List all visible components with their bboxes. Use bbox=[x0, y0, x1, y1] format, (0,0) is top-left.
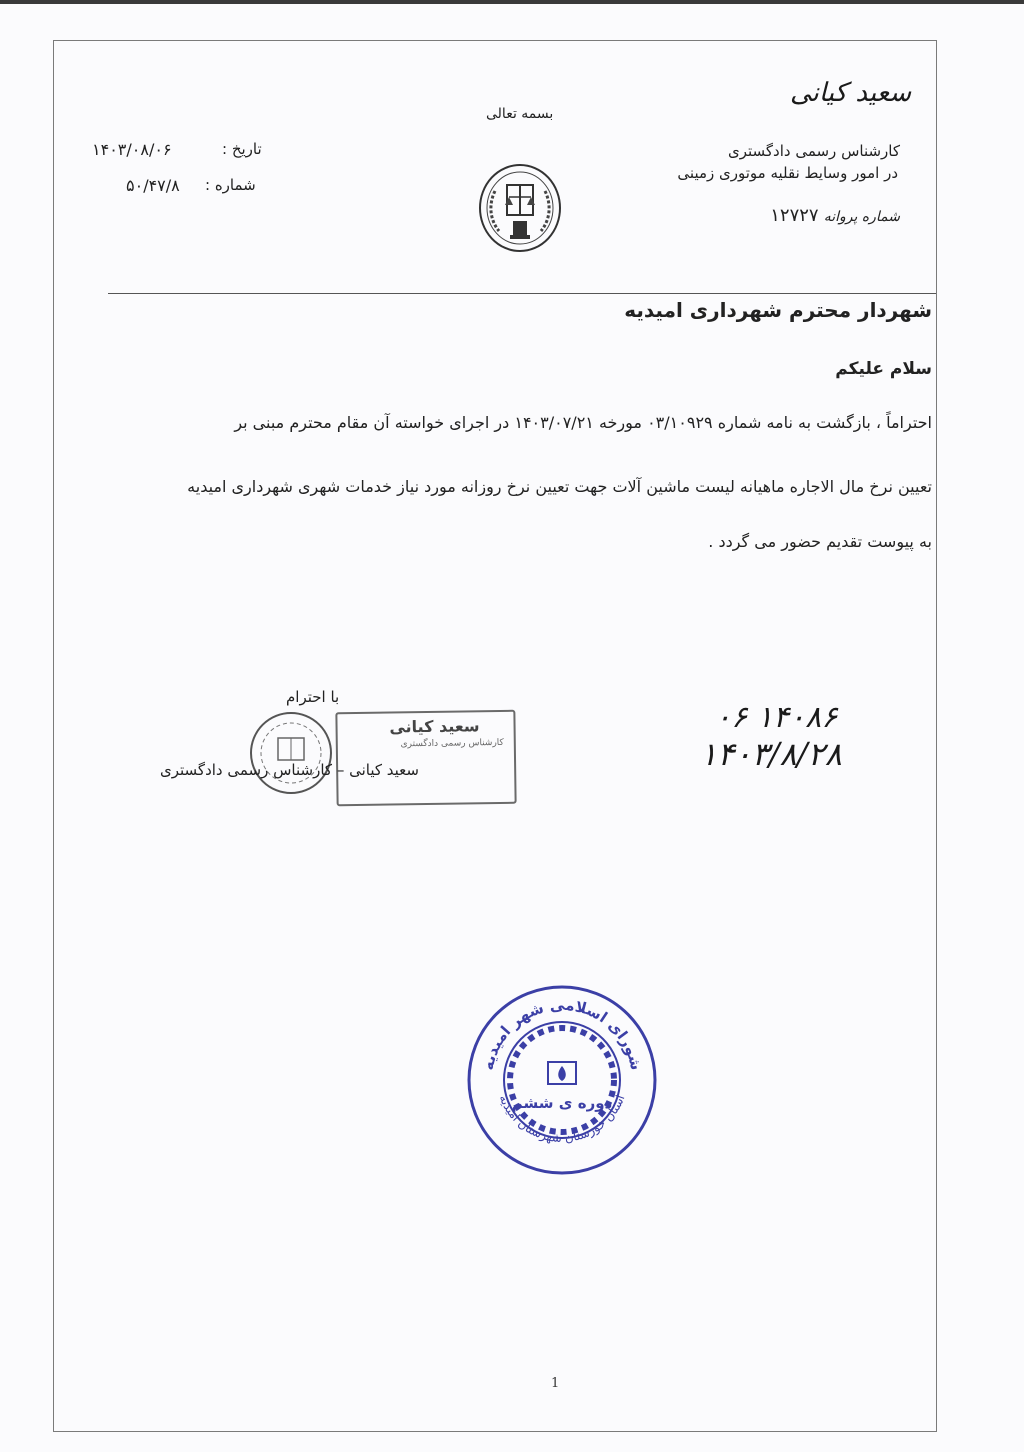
signature-stamp bbox=[335, 710, 516, 807]
license-number bbox=[770, 205, 900, 226]
header-divider bbox=[108, 293, 936, 294]
letterhead-title: کارشناس رسمی دادگستری bbox=[727, 142, 900, 160]
judiciary-emblem-icon bbox=[475, 163, 565, 253]
date-value: ۱۴۰۳/۰۸/۰۶ bbox=[92, 140, 172, 159]
body-line-2: تعیین نرخ مال الاجاره ماهیانه لیست ماشین آلات جهت تعیین نرخ روزانه مورد نیاز خدمات شهری شهرداری امیدیه bbox=[187, 477, 932, 496]
stamp-name: سعید کیانی bbox=[389, 716, 480, 737]
handwritten-date: ۱۴۰۳/۸/۲۸ bbox=[700, 735, 842, 773]
letterhead-signature: سعید کیانی bbox=[790, 78, 912, 108]
seal-bottom-text: استان خوزستان شهرستان امیدیه bbox=[496, 1092, 628, 1146]
body-line-3: به پیوست تقدیم حضور می گردد . bbox=[708, 532, 932, 551]
number-label: شماره : bbox=[205, 176, 256, 194]
date-label: تاریخ : bbox=[222, 140, 262, 158]
salutation: سلام علیکم bbox=[835, 359, 932, 379]
seal-inner-text: دوره ی ششم bbox=[511, 1094, 613, 1112]
seal-outer-text: شورای اسلامی شهر امیدیه bbox=[478, 995, 646, 1072]
signature-seal-icon bbox=[246, 708, 336, 798]
council-seal-icon bbox=[462, 980, 662, 1180]
closing-text: با احترام bbox=[286, 688, 340, 706]
body-line-1: احتراماً ، بازگشت به نامه شماره ۰۳/۱۰۹۲۹ مورخه ۱۴۰۳/۰۷/۲۱ در اجرای خواسته آن مقام محترم مبنی بر bbox=[234, 413, 932, 432]
license-value: ۱۲۷۲۷ bbox=[770, 205, 819, 226]
letterhead-subtitle: در امور وسایط نقلیه موتوری زمینی bbox=[677, 164, 898, 182]
handwritten-reference: ۰۶ ۱۴۰۸۶ bbox=[715, 700, 838, 735]
license-label: شماره پروانه bbox=[823, 209, 900, 225]
recipient-line: شهردار محترم شهرداری امیدیه bbox=[624, 298, 932, 322]
stamp-subtitle: کارشناس رسمی دادگستری bbox=[400, 737, 504, 750]
signer-line: سعید کیانی – کارشناس رسمی دادگستری bbox=[160, 761, 419, 779]
page-number: 1 bbox=[551, 1376, 560, 1391]
basmala: بسمه تعالی bbox=[486, 106, 554, 122]
scan-top-edge bbox=[0, 0, 1024, 4]
number-value: ۵۰/۴۷/۸ bbox=[126, 176, 180, 195]
